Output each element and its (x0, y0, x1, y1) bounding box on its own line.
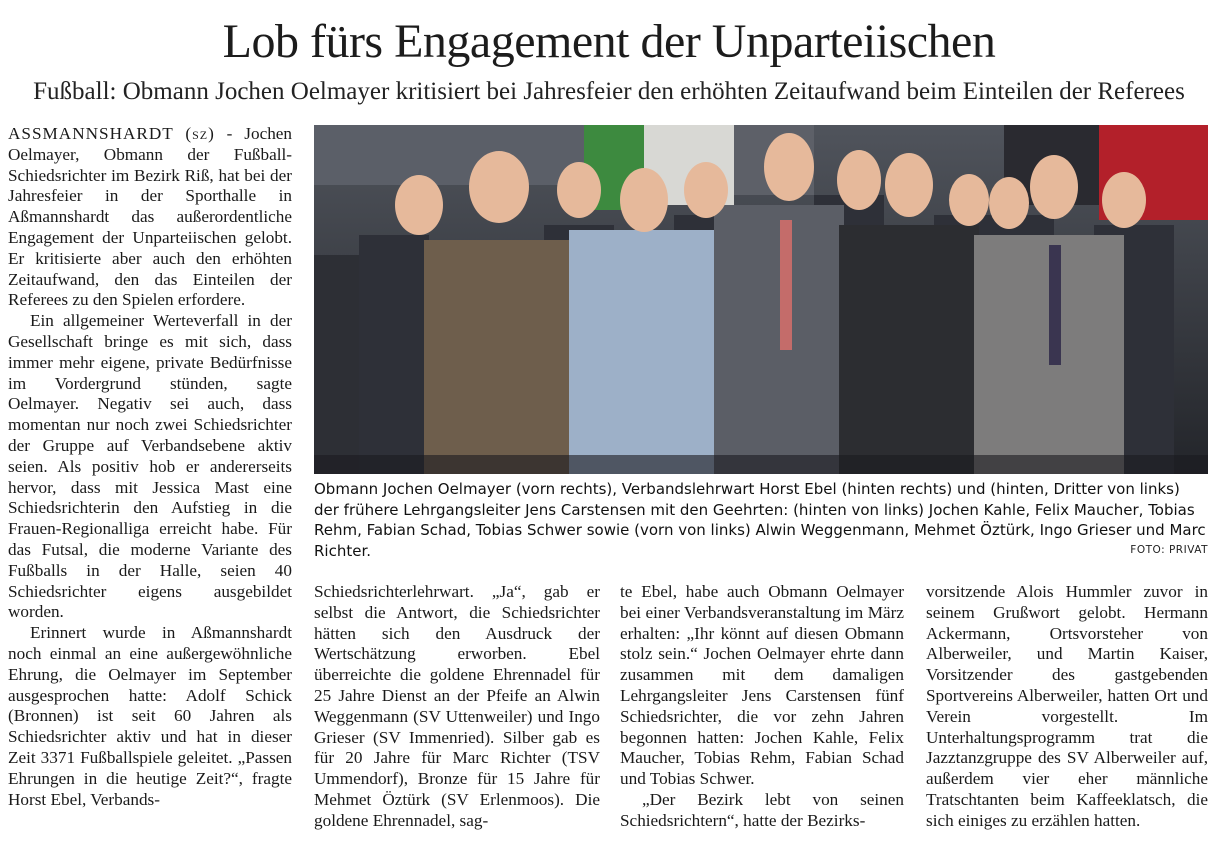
paragraph-text: Jochen Oelmayer, Obmann der Fußball-Schiedsrichter im Bezirk Riß, hat bei der Jahresfeier in der Sporthalle in Aßmannshardt das außerordentliche Engagement der Unparteiischen gelobt. Er kritisierte aber auch den erhöhten Zeitaufwand, den das Einteilen der Referees zu den Spielen erfordere. (8, 124, 293, 310)
group-photo-illustration (314, 125, 1208, 474)
paragraph: Schiedsrichterlehrwart. „Ja“, gab er selbst die Antwort, die Schiedsrichter hätten sich den Ausdruck der Wertschätzung erworben. Ebel überreichte die goldene Ehrennadel für 25 Jahre Dienst an der Pfeife an Alwin Weggenmann (SV Uttenweiler) und Ingo Grieser (SV Immenried). Silber gab es für 20 Jahre für Marc Richter (TSV Ummendorf), Bronze für 15 Jahre für Mehmet Öztürk (SV Erlenmoos). Die goldene Ehrennadel, sag- (314, 582, 600, 830)
photo-caption: Obmann Jochen Oelmayer (vorn rechts), Verbandslehrwart Horst Ebel (hinten rechts) und (hinten, Dritter von links) der frühere Lehrgangsleiter Jens Carstensen mit den Geehrten: (hinten von links) Jochen Kahle, Felix Maucher, Tobias Rehm, Fabian Schad, Tobias Schwer sowie (vorn von links) Alwin Weggenmann, Mehmet Öztürk, Ingo Grieser und Marc Richter. (314, 480, 1206, 560)
paragraph: Ein allgemeiner Werteverfall in der Gesellschaft bringe es mit sich, dass immer mehr eigene, private Bedürfnisse im Vordergrund stünden, sagte Oelmayer. Negativ sei auch, dass momentan nur noch zwei Schiedsrichter der Gruppe auf Verbandsebene aktiv seien. Als positiv hob er andererseits hervor, dass mit Jessica Mast eine Schiedsrichterin den Aufstieg in die Frauen-Regionalliga erreicht habe. Für das Futsal, die moderne Variante des Fußballs in der Halle, seien 40 Schiedsrichter eigens ausgebildet worden. (8, 311, 292, 622)
paragraph: vorsitzende Alois Hummler zuvor in seinem Grußwort gelobt. Hermann Ackermann, Ortsvorsteher von Alberweiler, und Martin Kaiser, Vorsitzender des gastgebenden Sportvereins Alberweiler, hatten Ort und Verein vorgestellt. Im Unterhaltungsprogramm trat die Jazztanzgruppe des SV Alberweiler auf, außerdem vier eher männliche Tratschtanten beim Kaffeeklatsch, die sich einiges zu erzählen hatten. (926, 582, 1208, 830)
paragraph (8, 124, 292, 311)
paragraph: Erinnert wurde in Aßmannshardt noch einmal an eine außergewöhnliche Ehrung, die Oelmayer im September ausgesprochen hatte: Adolf Schick (Bronnen) ist seit 60 Jahren als Schiedsrichter aktiv und hat in dieser Zeit 3371 Fußballspiele geleitet. „Passen Ehrungen in die heutige Zeit?“, fragte Horst Ebel, Verbands- (8, 623, 292, 809)
article-column-3 (620, 582, 904, 832)
article-column-1 (8, 124, 292, 810)
article-column-2 (314, 582, 600, 832)
photo-credit: FOTO: PRIVAT (1130, 544, 1208, 556)
group-photo (314, 125, 1208, 474)
subheadline: Fußball: Obmann Jochen Oelmayer kritisiert bei Jahresfeier den erhöhten Zeitaufwand beim Einteilen der Referees (33, 78, 1185, 105)
dateline: ASSMANNSHARDT (sz) - (8, 124, 234, 143)
headline: Lob fürs Engagement der Unparteiischen (222, 15, 996, 68)
paragraph: „Der Bezirk lebt von seinen Schiedsrichtern“, hatte der Bezirks- (620, 789, 904, 830)
article-column-4 (926, 582, 1208, 832)
paragraph: te Ebel, habe auch Obmann Oelmayer bei einer Verbandsveranstaltung im März erhalten: „Ihr könnt auf diesen Obmann stolz sein.“ Jochen Oelmayer ehrte dann zusammen mit dem damaligen Lehrgangsleiter Jens Carstensen fünf Schiedsrichter, die vor zehn Jahren begonnen hatten: Jochen Kahle, Felix Maucher, Tobias Rehm, Fabian Schad und Tobias Schwer. (620, 582, 904, 789)
